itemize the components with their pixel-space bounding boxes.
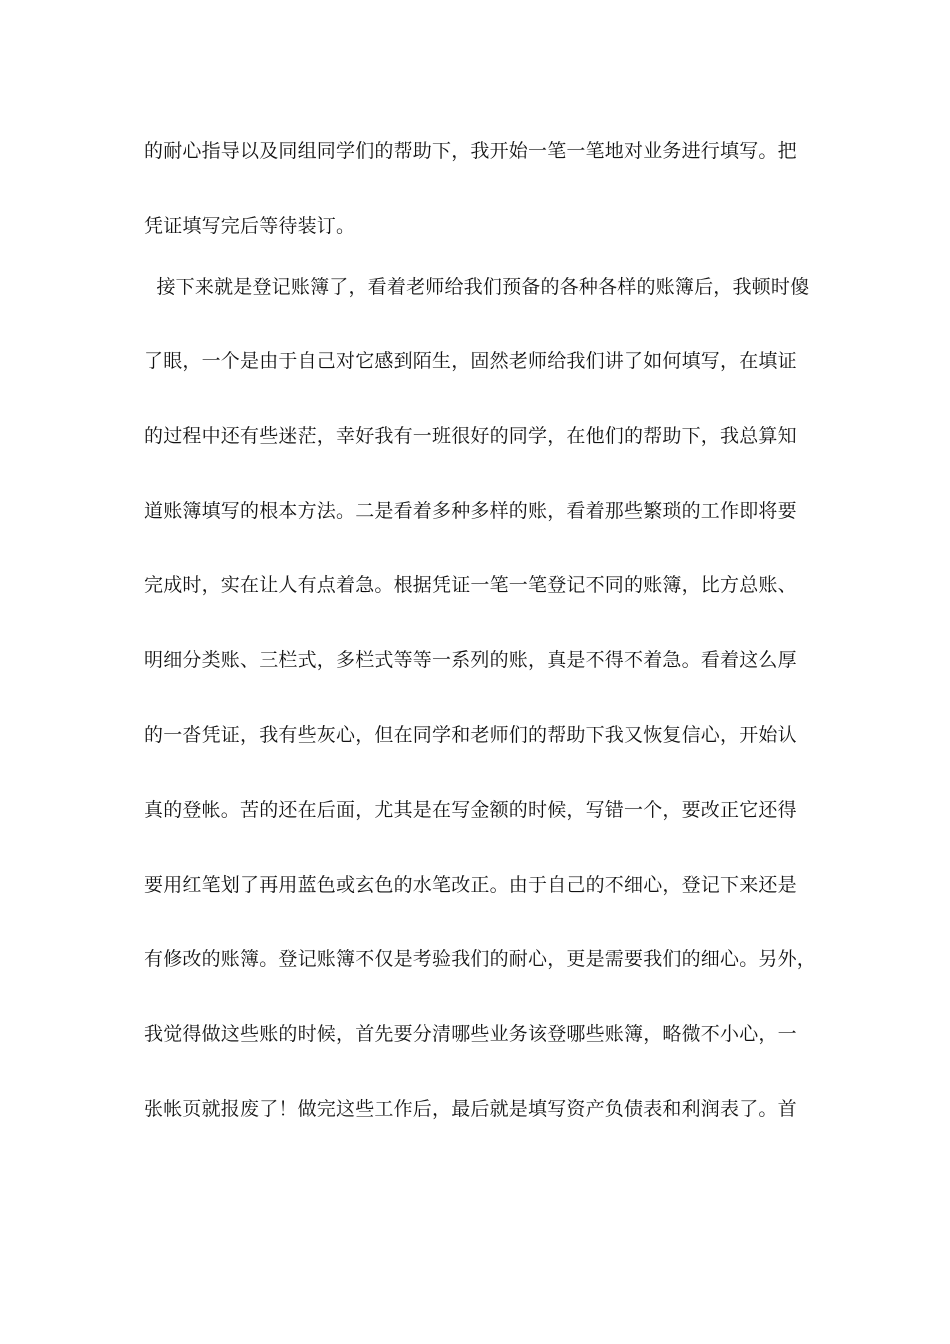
text-line: 了眼，一个是由于自己对它感到陌生，固然老师给我们讲了如何填写，在填证 [144,350,797,372]
text-line: 我觉得做这些账的时候，首先要分清哪些业务该登哪些账簿，略微不小心，一 [144,1023,797,1045]
text-line: 张帐页就报废了！做完这些工作后，最后就是填写资产负债表和利润表了。首 [144,1098,797,1120]
text-line: 的过程中还有些迷茫，幸好我有一班很好的同学，在他们的帮助下，我总算知 [144,425,797,447]
text-line: 的一沓凭证，我有些灰心，但在同学和老师们的帮助下我又恢复信心，开始认 [144,724,797,746]
text-line: 真的登帐。苦的还在后面，尤其是在写金额的时候，写错一个，要改正它还得 [144,799,797,821]
text-line: 有修改的账簿。登记账簿不仅是考验我们的耐心，更是需要我们的细心。另外， [144,948,817,970]
text-line: 明细分类账、三栏式，多栏式等等一系列的账，真是不得不着急。看着这么厚 [144,649,797,671]
text-line: 凭证填写完后等待装订。 [144,215,356,237]
text-line: 的耐心指导以及同组同学们的帮助下，我开始一笔一笔地对业务进行填写。把 [144,140,797,162]
text-line: 道账簿填写的根本方法。二是看着多种多样的账，看着那些繁琐的工作即将要 [144,500,797,522]
text-line: 要用红笔划了再用蓝色或玄色的水笔改正。由于自己的不细心，登记下来还是 [144,874,797,896]
text-line: 接下来就是登记账簿了，看着老师给我们预备的各种各样的账簿后，我顿时傻 [144,276,810,298]
text-line: 完成时，实在让人有点着急。根据凭证一笔一笔登记不同的账簿，比方总账、 [144,574,797,596]
